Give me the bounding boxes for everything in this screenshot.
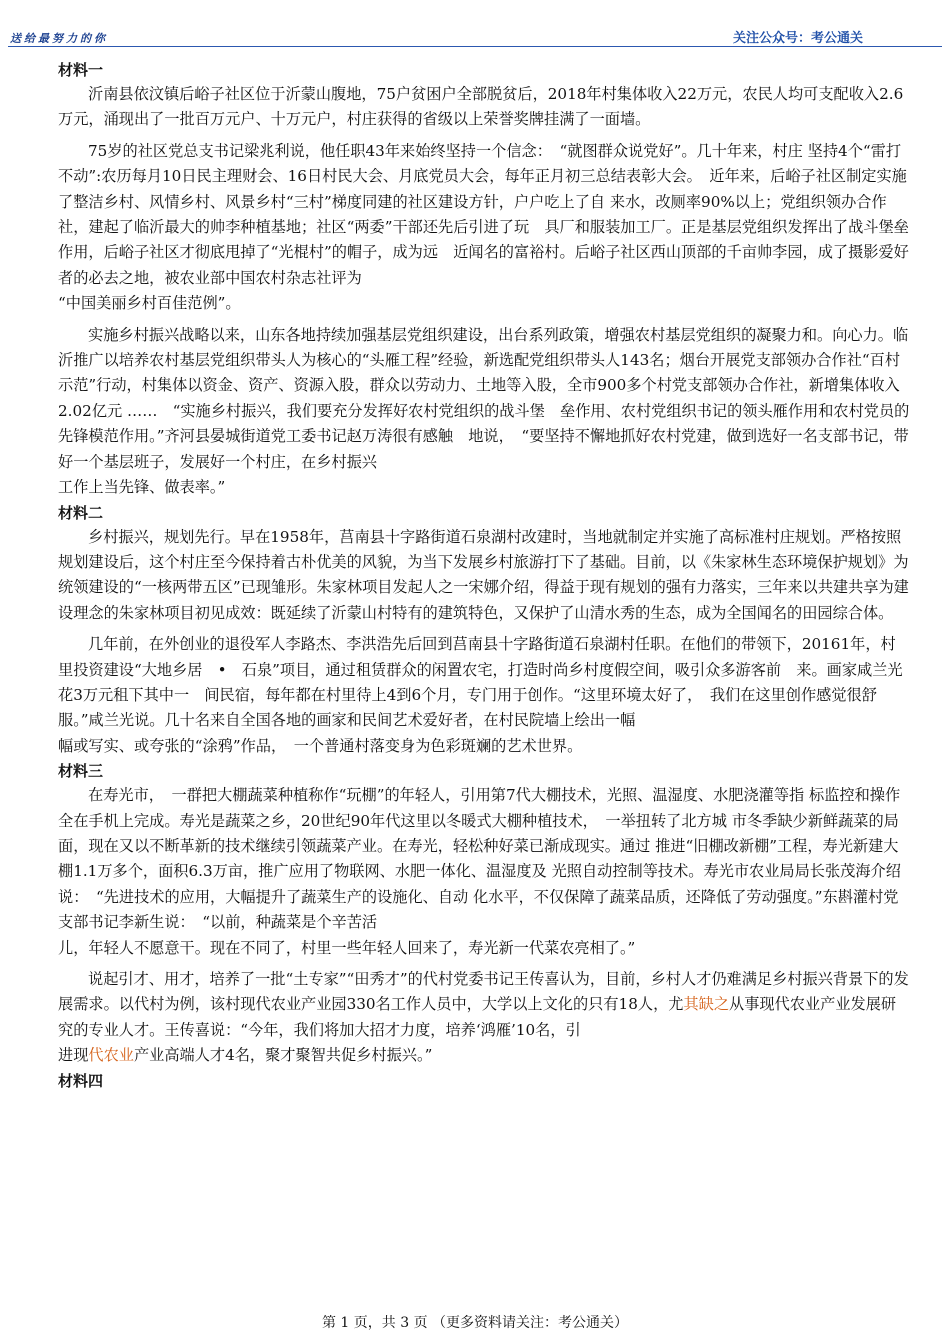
- material-1-paragraph-3-tail: 工作上当先锋、做表率。”: [58, 478, 226, 497]
- document-body: [58, 58, 910, 1093]
- material-1-paragraph-2-tail: “中国美丽乡村百佳范例”。: [58, 294, 241, 313]
- material-2-paragraph-1: 乡村振兴，规划先行。早在1958年，莒南县十字路街道石泉湖村改建时，当地就制定并实施了高标准村庄规划。严格按照规划建设后，这个村庄至今保持着古朴优美的风貌，为当下发展乡村旅游打下了基础。目前，以《朱家林生态环境保护规划》为统领建设的“一核两带五区”已现雏形。朱家林项目发起人之一宋娜介绍，得益于现有规划的强有力落实，三年来以共建共享为建设理念的朱家林项目初见成效：既延续了沂蒙山村特有的建筑特色，又保护了山清水秀的生态，成为全国闻名的田园综合体。: [58, 527, 909, 622]
- material-1-heading: 材料一: [58, 61, 104, 79]
- material-3-paragraph-2-part-b: 从事现代农业产业发展研究的专业人才。王传喜说：“今年，我们将加大招才力度，培养‘鸿雁’10名，引: [58, 995, 897, 1039]
- material-1-paragraph-2: 75岁的社区党总支书记梁兆利说，他任职43年来始终坚持一个信念： “就图群众说党好”。几十年来，村庄 坚持4个“雷打不动”:农历每月10日民主理财会、16日村民大会、月底党员大会，每年正月初三总结表彰大会。 近年来，后峪子社区制定实施了整洁乡村、风情乡村、风景乡村“三村”梯度同建的社区建设方针，户户吃上了自 来水，改厕率90%以上；党组织领办合作社，建起了临沂最大的帅李种植基地；社区“两委”干部还先后引进了玩 具厂和服装加工厂。正是基层党组织发挥出了战斗堡垒作用，后峪子社区才彻底甩掉了“光棍村”的帽子，成为远 近闻名的富裕村。后峪子社区西山顶部的千亩帅李园，成了摄影爱好者的必去之地，被农业部中国农村杂志社评为: [58, 141, 909, 287]
- material-3-tail-part-a: 进现: [58, 1046, 89, 1065]
- highlighted-text: 其缺之: [683, 995, 730, 1014]
- material-3-paragraph-2-tail: [58, 1043, 910, 1068]
- highlighted-text: 代农业: [88, 1046, 134, 1065]
- header-divider: [8, 46, 942, 47]
- material-2-paragraph-2-tail: 幅或写实、或夸张的“涂鸦”作品， 一个普通村落变身为色彩斑斓的艺术世界。: [58, 736, 583, 755]
- material-1-paragraph-3: 实施乡村振兴战略以来，山东各地持续加强基层党组织建设，出台系列政策，增强农村基层党组织的凝聚力和。向心力。临沂推广以培养农村基层党组织带头人为核心的“头雁工程”经验，新选配党组织带头人143名；烟台开展党支部领办合作社“百村示范”行动，村集体以资金、资产、资源入股，群众以劳动力、土地等入股，全市900多个村党支部领办合作社，新增集体收入2.02亿元 …… “实施乡村振兴，我们要充分发挥好农村党组织的战斗堡 垒作用、农村党组织书记的领头雁作用和农村党员的先锋模范作用。”齐河县晏城街道党工委书记赵万涛很有感触 地说， “要坚持不懈地抓好农村党建，做到选好一名支部书记，带好一个基层班子，发展好一个村庄，在乡村振兴: [58, 325, 910, 471]
- page-footer: 第 1 页，共 3 页 （更多资料请关注：考公通关）: [321, 1315, 629, 1331]
- material-2-paragraph-2: 几年前，在外创业的退役军人李路杰、李洪浩先后回到莒南县十字路街道石泉湖村任职。在他们的带领下，20161年，村里投资建设“大地乡居 • 石泉”项目，通过租赁群众的闲置农宅，打造时尚乡村度假空间，吸引众多游客前 来。画家咸兰光花3万元租下其中一 间民宿，每年都在村里待上4到6个月，专门用于创作。“这里环境太好了， 我们在这里创作感觉很舒服。”咸兰光说。几十名来自全国各地的画家和民间艺术爱好者，在村民院墙上绘出一幅: [58, 635, 903, 730]
- material-3-paragraph-1: 在寿光市， 一群把大棚蔬菜种植称作“玩棚”的年轻人，引用第7代大棚技术，光照、温湿度、水肥浇灌等指 标监控和操作全在手机上完成。寿光是蔬菜之乡，20世纪90年代这里以冬暖式大棚种植技术， 一举扭转了北方城 市冬季缺少新鲜蔬菜的局面，现在又以不断革新的技术继续引领蔬菜产业。在寿光，轻松种好菜已渐成现实。通过 推进“旧棚改新棚”工程，寿光新建大棚1.1万多个，面积6.3万亩，推广应用了物联网、水肥一体化、温湿度及 光照自动控制等技术。寿光市农业局局长张茂海介绍说： “先进技术的应用，大幅提升了蔬菜生产的设施化、自动 化水平，不仅保障了蔬菜品质，还降低了劳动强度。”东斟灌村党支部书记李新生说： “以前，种蔬菜是个辛苦活: [58, 786, 901, 932]
- material-3-paragraph-1-tail: 儿，年轻人不愿意干。现在不同了，村里一些年轻人回来了，寿光新一代菜农亮相了。”: [58, 938, 636, 957]
- material-2-heading: 材料二: [58, 503, 104, 522]
- header-wechat-notice: 关注公众号：考公通关: [733, 31, 864, 46]
- material-4-heading: 材料四: [58, 1071, 104, 1090]
- material-3-paragraph-2: [58, 967, 910, 1043]
- material-3-tail-part-b: 产业高端人才4名，聚才聚智共促乡村振兴。”: [133, 1046, 433, 1065]
- material-3-heading: 材料三: [58, 762, 104, 781]
- material-3-paragraph-2-part-a: 说起引才、用才，培养了一批“土专家”“田秀才”的代村党委书记王传喜认为，目前，乡村人才仍难满足乡村振兴背景下的发展需求。以代村为例，该村现代农业产业园330名工作人员中，大学以上文化的只有18人，尤: [58, 970, 909, 1014]
- material-1-paragraph-1: 沂南县依汶镇后峪子社区位于沂蒙山腹地，75户贫困户全部脱贫后，2018年村集体收入22万元，农民人均可支配收入2.6万元，涌现出了一批百万元户、十万元户，村庄获得的省级以上荣誉奖牌挂满了一面墙。: [58, 85, 904, 129]
- header-slogan: 送给最努力的你: [10, 32, 108, 45]
